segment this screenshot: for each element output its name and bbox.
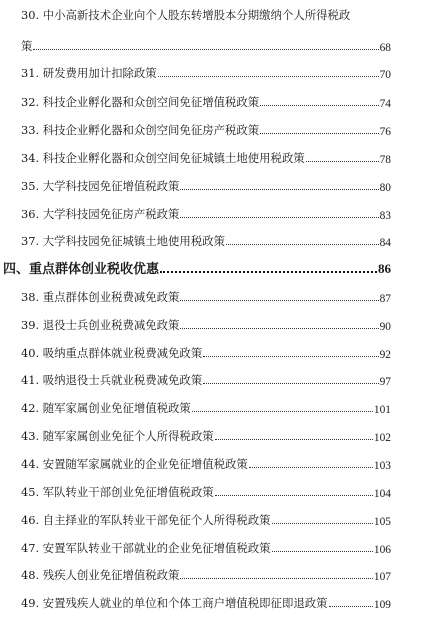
- dot-leader: [215, 439, 373, 440]
- toc-entry-page: 80: [379, 182, 391, 194]
- toc-entry-page: 76: [379, 126, 391, 138]
- toc-entry-page: 68: [379, 42, 391, 54]
- toc-entry-page: 74: [379, 98, 391, 110]
- toc-entry-title: 35. 大学科技园免征增值税政策: [21, 179, 180, 193]
- toc-entry-title: 48. 残疾人创业免征增值税政策: [21, 568, 180, 582]
- toc-entry-page: 105: [373, 516, 391, 528]
- toc-entry-title: 47. 安置军队转业干部就业的企业免征增值税政策: [21, 541, 271, 555]
- toc-entry-page: 92: [379, 349, 391, 361]
- dot-leader: [180, 578, 372, 579]
- dot-leader: [272, 551, 373, 552]
- toc-entry-page: 84: [379, 237, 391, 249]
- toc-entry-title: 46. 自主择业的军队转业干部免征个人所得税政策: [21, 513, 271, 527]
- dot-leader: [260, 133, 378, 134]
- dot-leader: [180, 189, 378, 190]
- toc-entry-page: 107: [373, 571, 391, 583]
- toc-entry-48[interactable]: [21, 565, 391, 583]
- toc-entry-title: 33. 科技企业孵化器和众创空间免征房产税政策: [21, 123, 260, 137]
- toc-entry-32[interactable]: [21, 92, 391, 110]
- toc-entry-35[interactable]: [21, 176, 391, 194]
- toc-entry-page: 102: [373, 432, 391, 444]
- toc-entry-41[interactable]: [21, 370, 391, 388]
- toc-entry-page: 78: [379, 154, 391, 166]
- toc-entry-33[interactable]: [21, 120, 391, 138]
- toc-entry-43[interactable]: [21, 426, 391, 444]
- toc-entry-title: 32. 科技企业孵化器和众创空间免征增值税政策: [21, 95, 260, 109]
- toc-section-title: 四、重点群体创业税收优惠: [3, 262, 160, 277]
- toc-entry-page: 83: [379, 210, 391, 222]
- toc-entry-31[interactable]: [21, 63, 391, 81]
- toc-entry-37[interactable]: [21, 231, 391, 249]
- toc-entry-34[interactable]: [21, 148, 391, 166]
- dot-leader: [158, 76, 379, 77]
- toc-entry-page: 101: [373, 404, 391, 416]
- dot-leader: [180, 300, 378, 301]
- toc-entry-page: 70: [379, 69, 391, 81]
- dot-leader: [226, 244, 379, 245]
- toc-entry-title: 49. 安置残疾人就业的单位和个体工商户增值税即征即退政策: [21, 596, 328, 610]
- dot-leader: [180, 217, 378, 218]
- toc-entry-40[interactable]: [21, 343, 391, 361]
- toc-entry-page: 90: [379, 321, 391, 333]
- toc-entry-page: 106: [373, 544, 391, 556]
- toc-entry-44[interactable]: [21, 454, 391, 472]
- toc-entry-title: 38. 重点群体创业税费减免政策: [21, 290, 180, 304]
- toc-entry-36[interactable]: [21, 204, 391, 222]
- toc-section-4[interactable]: [3, 259, 391, 277]
- toc-entry-title: 40. 吸纳重点群体就业税费减免政策: [21, 346, 203, 360]
- dot-leader: [33, 49, 378, 50]
- dot-leader: [272, 523, 373, 524]
- toc-entry-49[interactable]: [21, 593, 391, 611]
- dot-leader: [215, 495, 373, 496]
- toc-entry-page: 87: [379, 293, 391, 305]
- toc-entry-45[interactable]: [21, 482, 391, 500]
- toc-entry-page: 104: [373, 488, 391, 500]
- toc-entry-page: 109: [373, 599, 391, 611]
- toc-entry-page: 97: [379, 376, 391, 388]
- dot-leader: [203, 383, 378, 384]
- dot-leader: [203, 356, 378, 357]
- toc-entry-30[interactable]: [21, 36, 391, 54]
- toc-entry-47[interactable]: [21, 538, 391, 556]
- toc-entry-title: 36. 大学科技园免征房产税政策: [21, 207, 180, 221]
- toc-entry-38[interactable]: [21, 287, 391, 305]
- dot-leader: [160, 271, 377, 273]
- toc-entry-title: 31. 研发费用加计扣除政策: [21, 66, 157, 80]
- toc-entry-title: 37. 大学科技园免征城镇土地使用税政策: [21, 234, 225, 248]
- dot-leader: [249, 467, 373, 468]
- toc-entry-title: 43. 随军家属创业免征个人所得税政策: [21, 429, 214, 443]
- toc-entry-42[interactable]: [21, 398, 391, 416]
- toc-entry-46[interactable]: [21, 510, 391, 528]
- dot-leader: [192, 411, 373, 412]
- toc-entry-title: 策: [21, 39, 33, 53]
- toc-section-page: 86: [378, 261, 391, 276]
- toc-entry-title: 44. 安置随军家属就业的企业免征增值税政策: [21, 457, 248, 471]
- dot-leader: [306, 161, 379, 162]
- toc-entry-title: 34. 科技企业孵化器和众创空间免征城镇土地使用税政策: [21, 151, 305, 165]
- toc-entry-title: 39. 退役士兵创业税费减免政策: [21, 318, 180, 332]
- dot-leader: [180, 328, 378, 329]
- toc-entry-39[interactable]: [21, 315, 391, 333]
- toc-entry-page: 103: [373, 460, 391, 472]
- toc-entry-title: 41. 吸纳退役士兵就业税费减免政策: [21, 373, 203, 387]
- dot-leader: [329, 606, 373, 607]
- toc-entry-title: 45. 军队转业干部创业免征增值税政策: [21, 485, 214, 499]
- dot-leader: [260, 105, 378, 106]
- toc-entry-30-line1[interactable]: 30. 中小高新技术企业向个人股东转增股本分期缴纳个人所得税政: [21, 8, 351, 22]
- toc-entry-title: 42. 随军家属创业免征增值税政策: [21, 401, 191, 415]
